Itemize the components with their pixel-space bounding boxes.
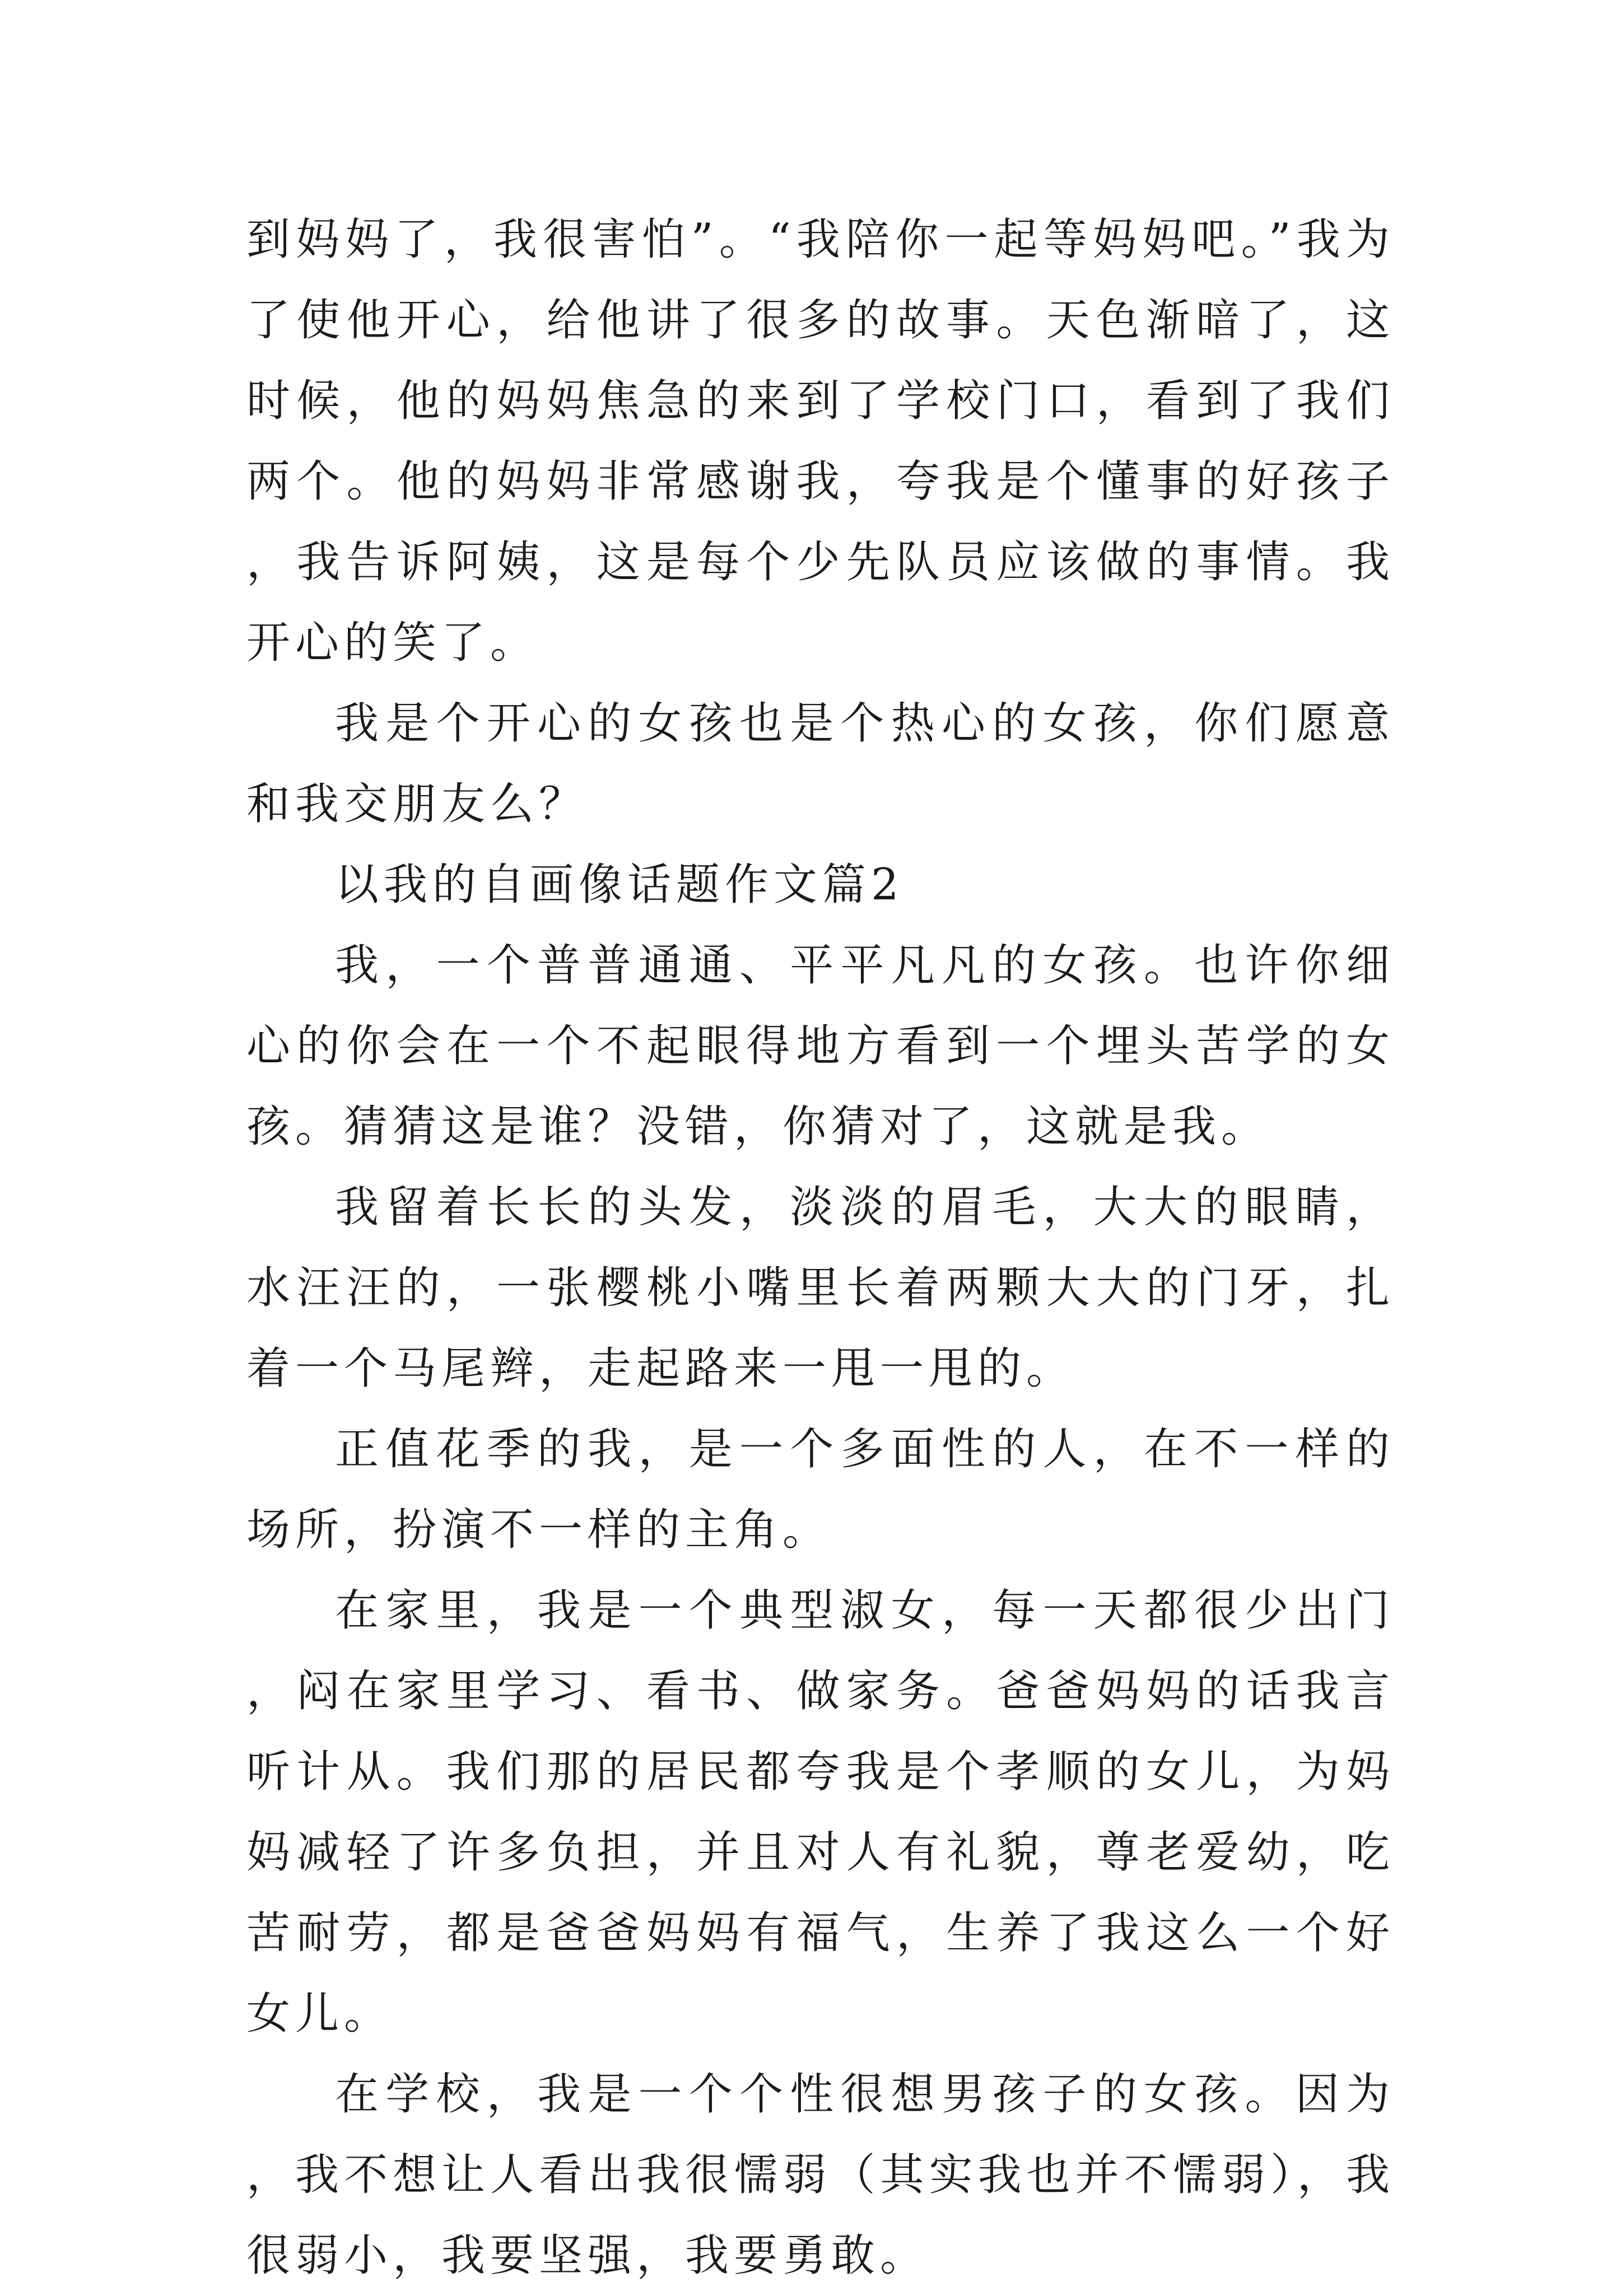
paragraph-7: 在学校，我是一个个性很想男孩子的女孩。因为，我不想让人看出我很懦弱（其实我也并不懦弱），我很弱小，我要坚强，我要勇敢。	[246, 2069, 1395, 2281]
section-heading: 以我的自画像话题作文篇2	[335, 860, 904, 910]
paragraph-2: 我是个开心的女孩也是个热心的女孩，你们愿意和我交朋友么？	[246, 698, 1395, 829]
paragraph-4: 我留着长长的头发，淡淡的眉毛，大大的眼睛，水汪汪的，一张樱桃小嘴里长着两颗大大的门牙，扎着一个马尾辫，走起路来一甩一甩的。	[246, 1182, 1395, 1394]
paragraph-6: 在家里，我是一个典型淑女，每一天都很少出门，闷在家里学习、看书、做家务。爸爸妈妈的话我言听计从。我们那的居民都夸我是个孝顺的女儿，为妈妈减轻了许多负担，并且对人有礼貌，尊老爱幼，吃苦耐劳，都是爸爸妈妈有福气，生养了我这么一个好女儿。	[246, 1585, 1395, 2039]
document-body	[246, 199, 1395, 2296]
paragraph-1: 到妈妈了，我很害怕”。“我陪你一起等妈妈吧。”我为了使他开心，给他讲了很多的故事。天色渐暗了，这时候，他的妈妈焦急的来到了学校门口，看到了我们两个。他的妈妈非常感谢我，夸我是个懂事的好孩子，我告诉阿姨，这是每个少先队员应该做的事情。我开心的笑了。	[246, 214, 1395, 668]
paragraph-5: 正值花季的我，是一个多面性的人，在不一样的场所，扮演不一样的主角。	[246, 1424, 1395, 1555]
paragraph-3: 我，一个普普通通、平平凡凡的女孩。也许你细心的你会在一个不起眼得地方看到一个埋头苦学的女孩。猜猜这是谁？没错，你猜对了，这就是我。	[246, 940, 1395, 1152]
